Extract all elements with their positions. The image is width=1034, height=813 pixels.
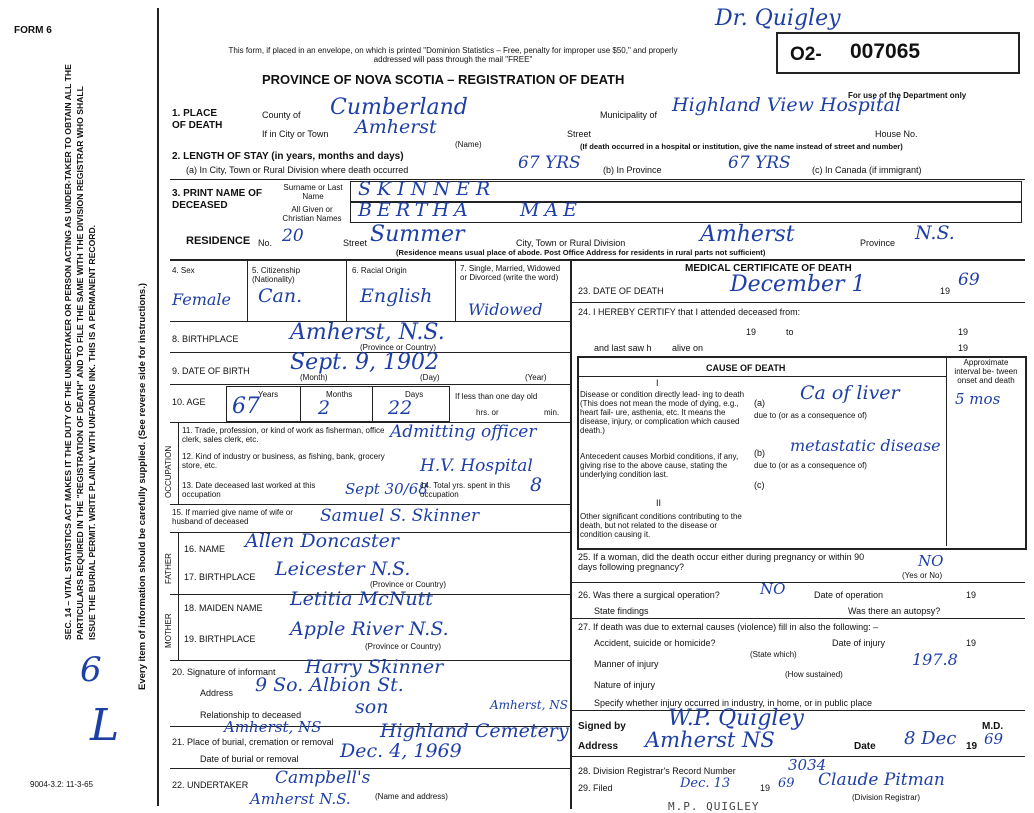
roman-1: I bbox=[656, 378, 659, 388]
nature-label: Nature of injury bbox=[594, 680, 656, 690]
dob-label: 9. DATE OF BIRTH bbox=[172, 366, 250, 376]
dob-year-l: (Year) bbox=[525, 373, 547, 382]
stay-label: 2. LENGTH OF STAY (in years, months and days) bbox=[172, 151, 404, 162]
other-sig-text: Other significant conditions contributing to the death, but not related to the disease or condition causing it. bbox=[580, 512, 742, 539]
informant-rel-value: son bbox=[355, 696, 389, 718]
age-v2 bbox=[372, 386, 373, 422]
street-label: Street bbox=[567, 129, 592, 139]
stay-b-label: (b) In Province bbox=[603, 165, 662, 175]
burial-value: Highland Cemetery bbox=[380, 720, 569, 742]
mother-bp-prov: (Province or Country) bbox=[365, 642, 442, 651]
due-to-2: due to (or as a consequence of) bbox=[754, 461, 867, 470]
state-findings-label: State findings bbox=[594, 606, 649, 616]
date-year-value: 69 bbox=[984, 730, 1004, 748]
certify-19c: 19 bbox=[958, 343, 969, 353]
h-27 bbox=[572, 618, 1025, 619]
date-injury-19: 19 bbox=[966, 638, 977, 648]
age-months-label: Months bbox=[326, 390, 353, 399]
vertical-note-2: Every item of information should be carefully supplied. (See reverse side for instructions.) bbox=[137, 282, 148, 690]
interval-v bbox=[946, 356, 947, 546]
dod-value: December 1 bbox=[730, 272, 866, 297]
res-prov-value: N.S. bbox=[915, 222, 955, 244]
q25-label: 25. If a woman, did the death occur either during pregnancy or within 90 days following pregnancy? bbox=[578, 552, 865, 572]
bottom-stamp: M.P. QUIGLEY bbox=[668, 800, 760, 813]
racial-value: English bbox=[360, 285, 433, 307]
informant-addr-value2: Amherst, NS bbox=[490, 698, 568, 712]
mother-maiden-value: Letitia McNutt bbox=[290, 588, 433, 610]
due-to-1: due to (or as a consequence of) bbox=[754, 411, 867, 420]
occ11-value: Admitting officer bbox=[390, 422, 537, 442]
burial-date-label: Date of burial or removal bbox=[200, 754, 299, 764]
last-saw-label: and last saw h bbox=[594, 343, 652, 353]
q27-label: 27. If death was due to external causes (violence) fill in also the following: – bbox=[578, 622, 879, 632]
res-street-label: Street bbox=[343, 238, 368, 248]
place-of-death-label: 1. PLACE OF DEATH bbox=[172, 108, 223, 131]
res-no-label: No. bbox=[258, 238, 273, 248]
res-city-label: City, Town or Rural Division bbox=[516, 238, 626, 248]
dod-label: 23. DATE OF DEATH bbox=[578, 286, 664, 296]
age-months-value: 2 bbox=[318, 397, 331, 419]
burial-label: 21. Place of burial, cremation or removal bbox=[172, 737, 334, 747]
occ14-value: 8 bbox=[530, 474, 543, 496]
stamp-value: 197.8 bbox=[912, 650, 958, 669]
col-divider bbox=[570, 259, 572, 809]
state-which-label: (State which) bbox=[750, 650, 797, 659]
age-label: 10. AGE bbox=[172, 397, 206, 407]
given-value-1: BERTHA bbox=[358, 199, 473, 221]
registrar-value: Claude Pitman bbox=[818, 770, 945, 790]
age-less-label: If less than one day old bbox=[455, 392, 538, 401]
sex-value: Female bbox=[172, 290, 231, 309]
registrar-label: (Division Registrar) bbox=[852, 793, 921, 802]
date-label: Date bbox=[854, 741, 876, 752]
informant-addr-value: 9 So. Albion St. bbox=[255, 674, 404, 696]
date-injury-label: Date of injury bbox=[832, 638, 886, 648]
address-label: Address bbox=[578, 741, 619, 752]
date-value: 8 Dec bbox=[904, 728, 957, 749]
cause-c-l: (c) bbox=[754, 480, 765, 490]
spouse-label: 15. If married give name of wife or husband of deceased bbox=[172, 508, 293, 526]
main-border-left bbox=[157, 8, 159, 806]
specify-label: Specify whether injury occurred in industry, in home, or in public place bbox=[594, 698, 872, 708]
name-small-label: (Name) bbox=[455, 140, 482, 149]
form-label: FORM 6 bbox=[14, 25, 52, 36]
mail-notice: This form, if placed in an envelope, on which is printed "Dominion Statistics – Free, penalty for improper use $50," and properly addressed will pass through the mail "FREE" bbox=[228, 46, 678, 64]
hospital-note: (If death occurred in a hospital or institution, give the name instead of street and number) bbox=[580, 142, 903, 151]
marital-value: Widowed bbox=[468, 300, 543, 319]
father-v bbox=[178, 532, 179, 594]
q29-label: 29. Filed bbox=[578, 783, 613, 793]
form-code: 9004-3.2: 11-3-65 bbox=[30, 780, 94, 789]
father-bp-label: 17. BIRTHPLACE bbox=[184, 572, 256, 582]
certify-19a: 19 bbox=[746, 327, 757, 337]
disease-text: Disease or condition directly lead- ing to death (This does not mean the mode of dying, e.g., heart fail- ure, asthenia, etc. It means the disease, injury, or complication which caused death.) bbox=[580, 390, 745, 435]
yes-no-label: (Yes or No) bbox=[902, 571, 943, 580]
alive-on-label: alive on bbox=[672, 343, 704, 353]
occ11-label: 11. Trade, profession, or kind of work as fisherman, office clerk, sales clerk, etc. bbox=[182, 426, 385, 444]
dob-value: Sept. 9, 1902 bbox=[290, 350, 439, 375]
v-6-7 bbox=[455, 261, 456, 321]
date-19: 19 bbox=[966, 741, 978, 752]
v-5-6 bbox=[346, 261, 347, 321]
q29-19: 19 bbox=[760, 783, 771, 793]
form-title: PROVINCE OF NOVA SCOTIA – REGISTRATION OF DEATH bbox=[262, 72, 625, 87]
q25-value: NO bbox=[918, 552, 944, 570]
certify-to: to bbox=[786, 327, 794, 337]
dob-day-l: (Day) bbox=[420, 373, 440, 382]
interval-a-value: 5 mos bbox=[955, 390, 1001, 408]
racial-label: 6. Racial Origin bbox=[352, 266, 407, 275]
dept-use-label: For use of the Department only bbox=[848, 91, 967, 100]
occ13-value: Sept 30/68 bbox=[345, 480, 428, 498]
certify-19b: 19 bbox=[958, 327, 969, 337]
stay-b-value: 67 YRS bbox=[728, 153, 791, 173]
residence-label: RESIDENCE bbox=[186, 235, 251, 247]
dob-month-l: (Month) bbox=[300, 373, 328, 382]
occ12-label: 12. Kind of industry or business, as fishing, bank, grocery store, etc. bbox=[182, 452, 385, 470]
mother-bp-label: 19. BIRTHPLACE bbox=[184, 634, 256, 644]
signed-by-label: Signed by bbox=[578, 721, 626, 732]
birthplace-value: Amherst, N.S. bbox=[290, 320, 445, 345]
citizenship-label: 5. Citizenship (Nationality) bbox=[252, 266, 301, 284]
undertaker-value: Campbell's bbox=[275, 768, 371, 788]
res-no-value: 20 bbox=[282, 226, 304, 246]
municipality-value: Highland View Hospital bbox=[672, 94, 901, 116]
occ12-value: H.V. Hospital bbox=[420, 456, 533, 476]
sex-label: 4. Sex bbox=[172, 266, 195, 275]
stay-c-label: (c) In Canada (if immigrant) bbox=[812, 165, 922, 175]
age-years-label: Years bbox=[258, 390, 279, 399]
q29-value: Dec. 13 bbox=[680, 776, 731, 791]
cause-title: CAUSE OF DEATH bbox=[706, 363, 786, 373]
q26-value: NO bbox=[760, 580, 786, 598]
age-days-label: Days bbox=[405, 390, 424, 399]
registration-number-box bbox=[776, 32, 1020, 74]
date-op-19: 19 bbox=[966, 590, 977, 600]
cause-hdr-line bbox=[577, 376, 947, 377]
h-26 bbox=[572, 582, 1025, 583]
cause-b-value: metastatic disease bbox=[790, 436, 941, 455]
h-24 bbox=[572, 302, 1025, 303]
municipality-label: Municipality of bbox=[600, 110, 658, 120]
house-label: House No. bbox=[875, 129, 918, 139]
print-name-label: 3. PRINT NAME OF DECEASED bbox=[172, 188, 263, 211]
given-value-2: MAE bbox=[520, 199, 583, 221]
age-days-value: 22 bbox=[388, 397, 413, 419]
cause-b-l: (b) bbox=[754, 448, 765, 458]
antecedent-text: Antecedent causes Morbid conditions, if any, giving rise to the above cause, stating the underlying condition last. bbox=[580, 452, 739, 479]
father-name-value: Allen Doncaster bbox=[245, 530, 399, 552]
age-min-label: min. bbox=[544, 408, 560, 417]
vertical-instructions: SEC. 14 – VITAL STATISTICS ACT MAKES IT THE DUTY OF THE UNDERTAKER OR PERSON ACTING AS UNDER-TAKER TO OBTAIN ALL THE PARTICULARS REQUIRED IN THE "REGISTRATION OF DEATH" AND TO FILE THE SAME WITH THE DIVISION REGISTRAR WHO SHALL ISSUE THE BURIAL PERMIT. WRITE PLAINLY WITH UNFADING INK. THIS IS A PERMANENT RECORD. bbox=[63, 64, 97, 640]
h-15 bbox=[170, 504, 570, 505]
md-label: M.D. bbox=[982, 721, 1004, 732]
county-value: Cumberland bbox=[330, 95, 468, 120]
county-label: County of bbox=[262, 110, 301, 120]
cause-a-value: Ca of liver bbox=[800, 382, 900, 404]
spouse-value: Samuel S. Skinner bbox=[320, 506, 480, 526]
marital-label: 7. Single, Married, Widowed or Divorced (write the word) bbox=[460, 264, 561, 282]
informant-addr-label: Address bbox=[200, 688, 234, 698]
res-note: (Residence means usual place of abode. Post Office Address for residents in rural parts not sufficient) bbox=[396, 248, 766, 257]
undertaker-value2: Amherst N.S. bbox=[250, 790, 351, 808]
res-city-value: Amherst bbox=[700, 222, 795, 247]
how-sustained-label: (How sustained) bbox=[785, 670, 843, 679]
grid-top bbox=[170, 259, 1025, 261]
age-years-value: 67 bbox=[232, 394, 260, 419]
undertaker-label: 22. UNDERTAKER bbox=[172, 780, 249, 790]
father-vert-label: FATHER bbox=[164, 553, 173, 584]
res-prov-label: Province bbox=[860, 238, 896, 248]
reg-number: 007065 bbox=[850, 40, 921, 63]
q26-label: 26. Was there a surgical operation? bbox=[578, 590, 720, 600]
occ14-label: 14. Total yrs. spent in this occupation bbox=[420, 481, 511, 499]
cause-a-l: (a) bbox=[754, 398, 765, 408]
birthplace-label: 8. BIRTHPLACE bbox=[172, 334, 239, 344]
margin-hw-6: 6 bbox=[80, 650, 102, 690]
q28-value: 3034 bbox=[788, 756, 827, 774]
age-v1 bbox=[300, 386, 301, 422]
h-10 bbox=[170, 384, 570, 385]
informant-sig-label: 20. Signature of informant bbox=[172, 667, 276, 677]
mother-vert-label: MOTHER bbox=[164, 613, 173, 648]
mother-bp-value: Apple River N.S. bbox=[290, 618, 449, 640]
undertaker-name-addr: (Name and address) bbox=[375, 792, 448, 801]
address-value: Amherst NS bbox=[645, 728, 775, 752]
corner-handwriting: Dr. Quigley bbox=[715, 6, 841, 31]
burial-date-value: Dec. 4, 1969 bbox=[340, 740, 462, 762]
mother-v bbox=[178, 594, 179, 660]
manner-label: Manner of injury bbox=[594, 659, 659, 669]
father-bp-prov: (Province or Country) bbox=[370, 580, 447, 589]
certify-label: 24. I HEREBY CERTIFY that I attended deceased from: bbox=[578, 307, 801, 317]
dod-year-value: 69 bbox=[958, 270, 980, 290]
margin-hw-L: L bbox=[90, 700, 120, 751]
reg-prefix: O2- bbox=[790, 44, 822, 65]
surname-value: SKINNER bbox=[358, 178, 497, 200]
res-street-value: Summer bbox=[370, 222, 465, 247]
dod-year-prefix: 19 bbox=[940, 286, 951, 296]
stay-a-label: (a) In City, Town or Rural Division where death occurred bbox=[186, 165, 409, 175]
q29-year-value: 69 bbox=[778, 776, 795, 791]
accident-label: Accident, suicide or homicide? bbox=[594, 638, 716, 648]
city-label: If in City or Town bbox=[262, 129, 329, 139]
occ13-label: 13. Date deceased last worked at this occupation bbox=[182, 481, 316, 499]
medical-cert-title: MEDICAL CERTIFICATE OF DEATH bbox=[685, 263, 852, 274]
informant-rel-label: Relationship to deceased bbox=[200, 710, 302, 720]
mother-maiden-label: 18. MAIDEN NAME bbox=[184, 603, 263, 613]
v-4-5 bbox=[247, 261, 248, 321]
signed-by-value: W.P. Quigley bbox=[668, 706, 804, 731]
surname-label: Surname or Last Name bbox=[283, 183, 343, 201]
city-value: Amherst bbox=[355, 116, 437, 138]
birthplace-prov-label: (Province or Country) bbox=[360, 343, 437, 352]
roman-2: II bbox=[656, 498, 662, 508]
given-label: All Given or Christian Names bbox=[282, 205, 342, 223]
occupation-vert-label: OCCUPATION bbox=[164, 445, 173, 498]
citizenship-value: Can. bbox=[258, 285, 303, 307]
father-name-label: 16. NAME bbox=[184, 544, 226, 554]
occ-v bbox=[178, 422, 179, 504]
sec3-top bbox=[170, 179, 1025, 180]
father-bp-value: Leicester N.S. bbox=[275, 558, 411, 580]
interval-header: Approximate interval be- tween onset and death bbox=[954, 358, 1018, 385]
stay-a-value: 67 YRS bbox=[518, 153, 581, 173]
q28-label: 28. Division Registrar's Record Number bbox=[578, 766, 736, 776]
burial-value0: Amherst, NS bbox=[224, 718, 322, 736]
date-op-label: Date of operation bbox=[814, 590, 884, 600]
informant-sig-value: Harry Skinner bbox=[305, 656, 444, 678]
autopsy-label: Was there an autopsy? bbox=[848, 606, 941, 616]
age-hrs-label: hrs. or bbox=[476, 408, 499, 417]
